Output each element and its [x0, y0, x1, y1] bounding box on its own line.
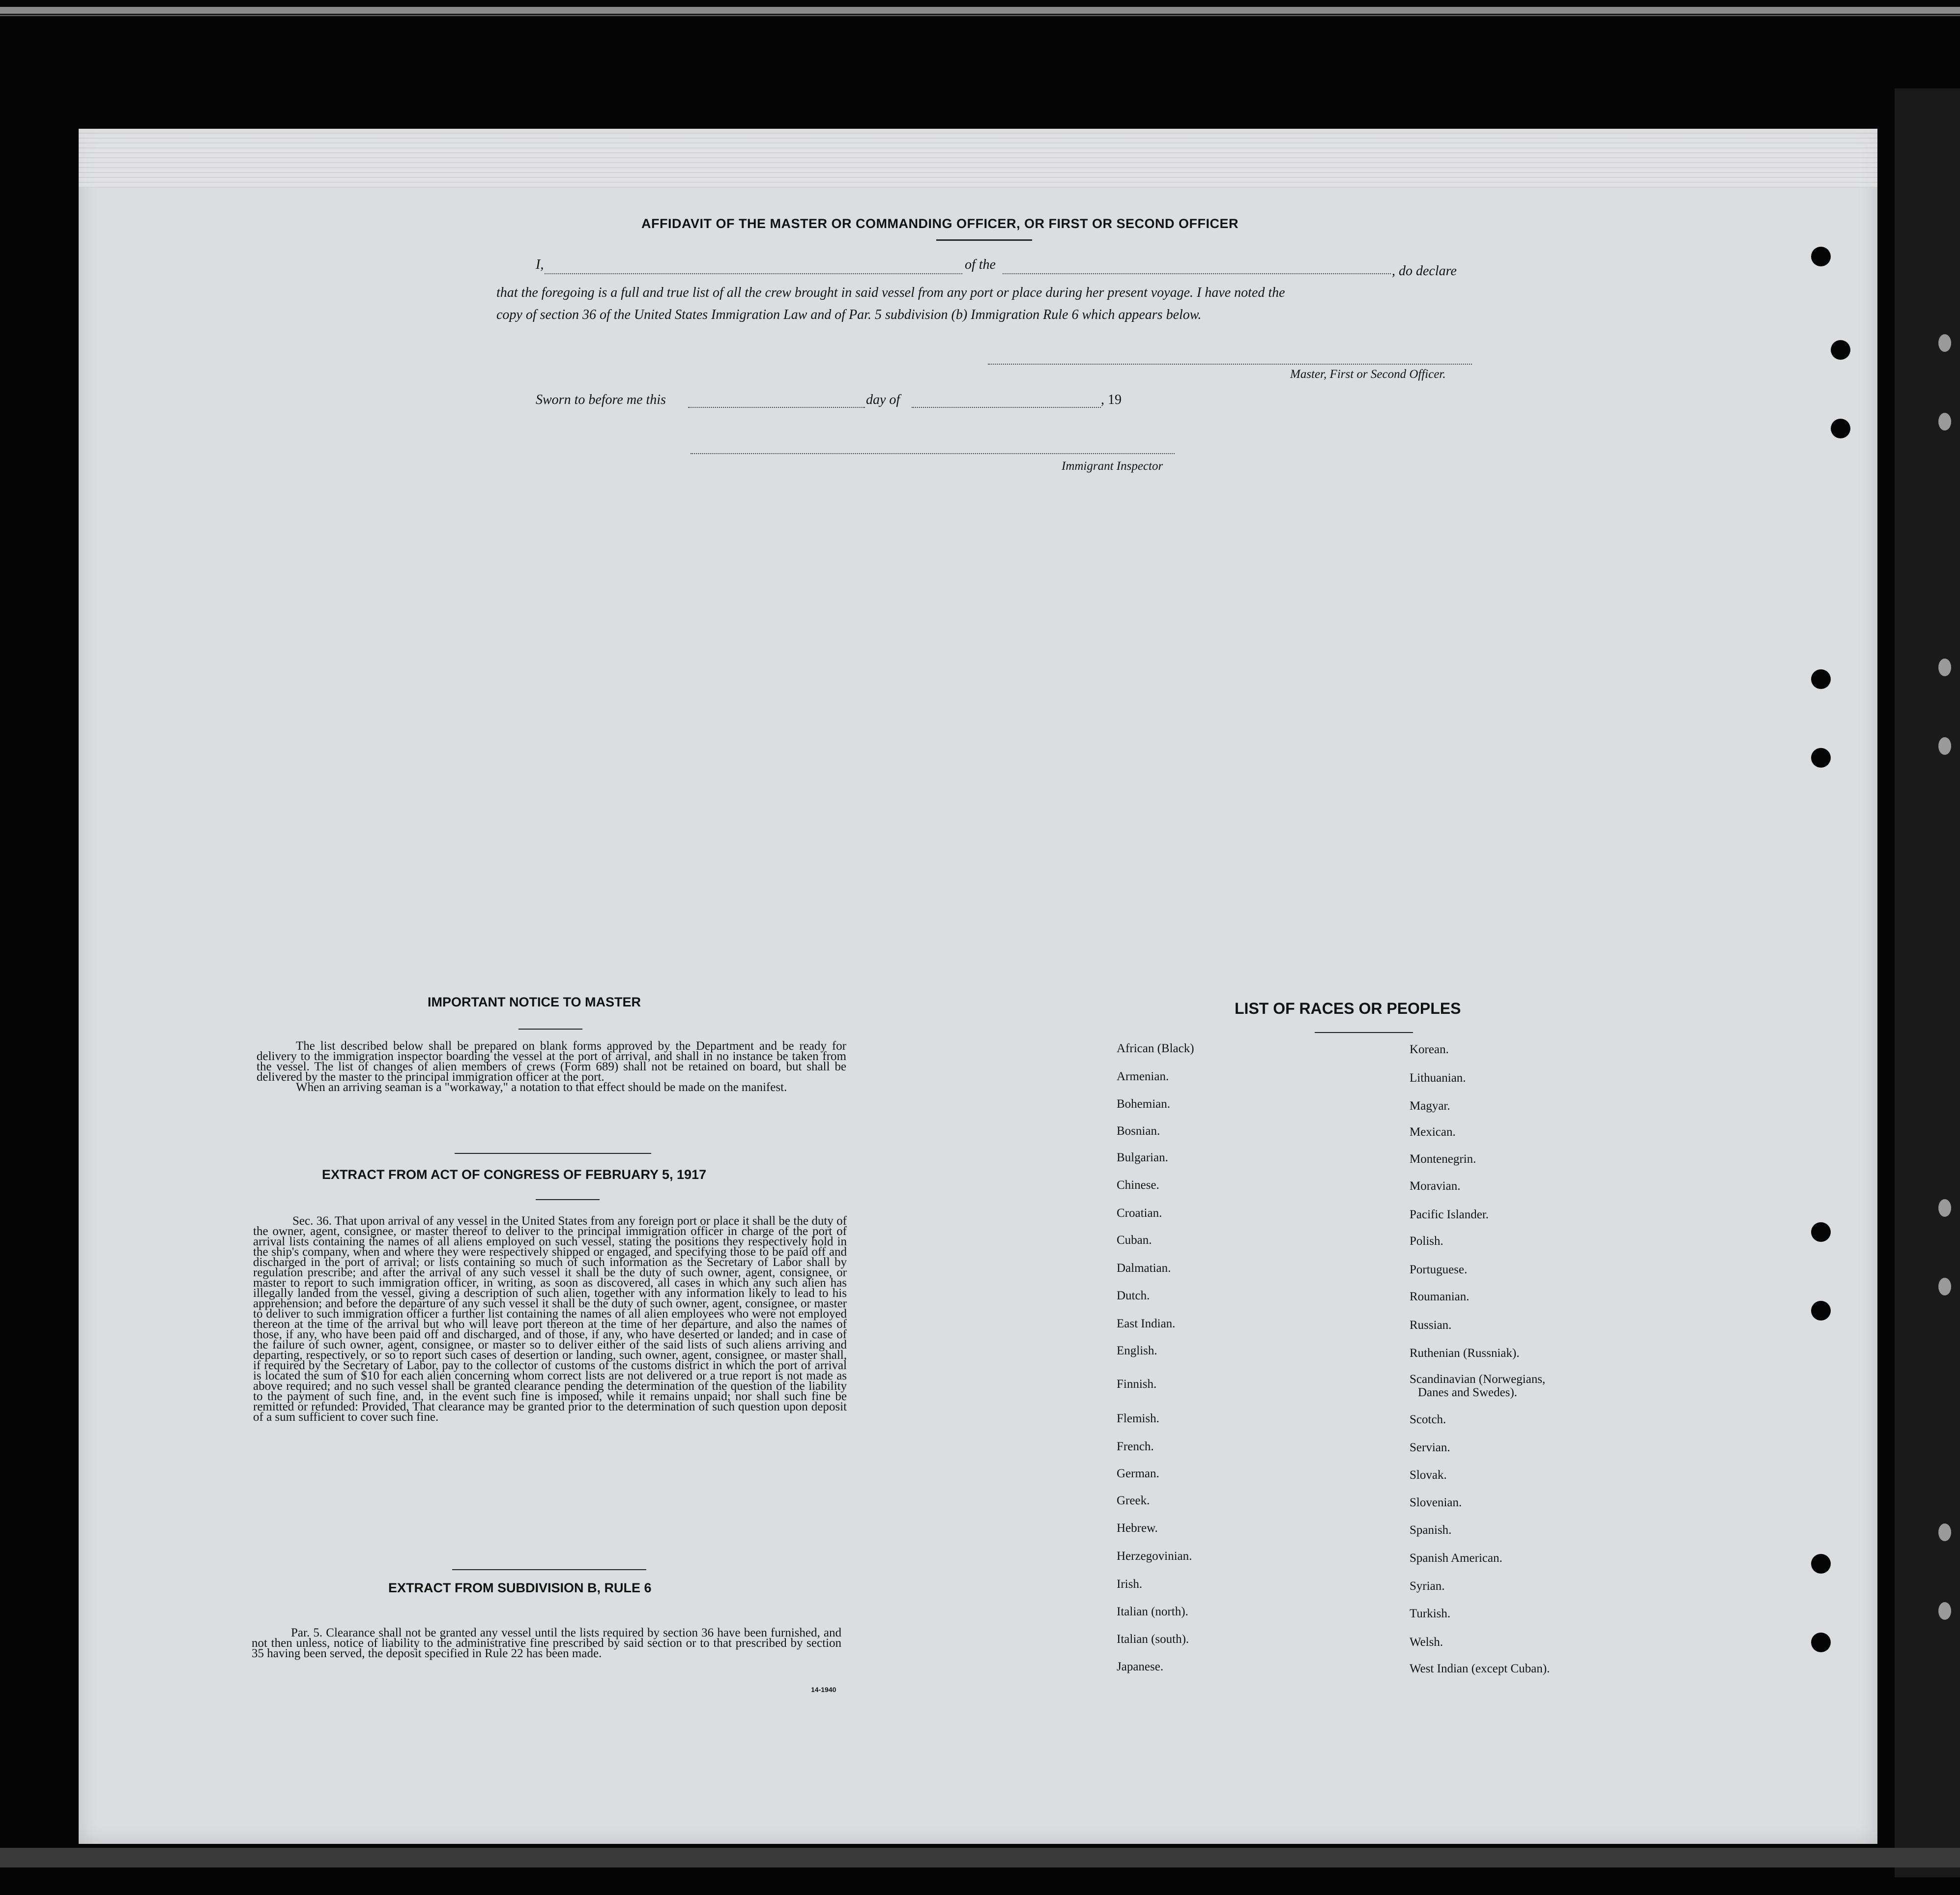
extract-act-title: EXTRACT FROM ACT OF CONGRESS OF FEBRUARY 5, 1917 — [322, 1167, 707, 1182]
affidavit-line1-end: , do declare — [1392, 263, 1457, 279]
notice-underline — [519, 1029, 582, 1030]
notice-title: IMPORTANT NOTICE TO MASTER — [428, 995, 641, 1009]
race-item: English. — [1117, 1344, 1157, 1357]
race-item: Japanese. — [1117, 1660, 1164, 1673]
race-item: Greek. — [1117, 1494, 1150, 1507]
race-item: Herzegovinian. — [1117, 1550, 1192, 1563]
race-item: Mexican. — [1410, 1125, 1456, 1139]
race-item: East Indian. — [1117, 1317, 1176, 1330]
film-perforation — [1938, 1199, 1951, 1217]
signature-label: Master, First or Second Officer. — [1290, 368, 1446, 381]
extract-act-underline — [536, 1199, 600, 1200]
month-blank — [912, 407, 1101, 408]
race-item: Montenegrin. — [1410, 1152, 1476, 1166]
race-item: Portuguese. — [1410, 1263, 1468, 1276]
race-item: Chinese. — [1117, 1178, 1159, 1192]
race-item: Moravian. — [1410, 1179, 1461, 1193]
race-item: Bohemian. — [1117, 1097, 1171, 1111]
punch-hole — [1831, 419, 1850, 438]
extract-act-text: Sec. 36. That upon arrival of any vessel in the United States from any foreign port or place it shall be the duty of the owner, agent, consignee, or master thereof to deliver to the principal immigration officer in charge of the port of arrival lists containing the names of all aliens employed on such vessel, stating the positions they respectively hold in the ship's company, when and where they were respectively shipped or engaged, and specifying those to be paid off and discharged in the port of arrival; or lists containing so much of such information as the Secretary of Labor shall by regulation prescribe; and after the arrival of any such vessel it shall be the duty of such owner, agent, consignee, or master to report to such immigration officer, in writing, as soon as discovered, all cases in which any such alien has illegally landed from the vessel, giving a description of such alien, together with any information likely to lead to his apprehension; and before the departure of any such vessel it shall be the duty of such owner, agent, consignee, or master to deliver to such immigration officer a further list containing the names of all alien employees who were not employed thereon at the time of the arrival but who will leave port thereon at the time of her departure, and also the names of those, if any, who have been paid off and discharged, and of those, if any, who have deserted or landed; and in case of the failure of such owner, agent, consignee, or master so to deliver either of the said lists of such aliens arriving and departing, respectively, or so to report such cases of desertion or landing, such owner, agent, consignee, or master shall, if required by the Secretary of Labor, pay to the collector of customs of the customs district in which the port of arrival is located the sum of $10 for each alien concerning whom correct lists are not delivered or a true report is not made as above required; and no such vessel shall be granted clearance pending the determination of the question of the liability to the payment of such fine, and, in the event such fine is imposed, while it remains unpaid; nor shall such fine be remitted or refunded: Provided, That clearance may be granted prior to the determination of such question upon deposit of a sum sufficient to cover such fine. — [253, 1214, 847, 1424]
name-blank — [545, 273, 962, 274]
affidavit-line1-mid: of the — [965, 257, 996, 272]
race-item: Slovak. — [1410, 1468, 1447, 1482]
notice-body — [257, 1041, 846, 1092]
race-item: Scotch. — [1410, 1413, 1446, 1426]
film-perforation — [1938, 413, 1951, 431]
race-item: Armenian. — [1117, 1070, 1169, 1083]
affidavit-title: AFFIDAVIT OF THE MASTER OR COMMANDING OFFICER, OR FIRST OR SECOND OFFICER — [641, 216, 1239, 231]
film-perforation — [1938, 1602, 1951, 1620]
day-blank — [688, 407, 865, 408]
notice-paragraph-2: When an arriving seaman is a "workaway," a notation to that effect should be made on the manifest. — [296, 1081, 787, 1094]
race-item: West Indian (except Cuban). — [1410, 1662, 1550, 1675]
sworn-mid: day of — [866, 392, 900, 407]
race-item: Croatian. — [1117, 1206, 1162, 1220]
race-item: Magyar. — [1410, 1099, 1450, 1113]
document-page — [79, 129, 1877, 1844]
race-item: Servian. — [1410, 1441, 1450, 1454]
notice-paragraph-1: The list described below shall be prepared on blank forms approved by the Department and be ready for delivery to the immigration inspector boarding the vessel at the port of arrival, and shall in no instance be taken from the vessel. The list of changes of alien members of crews (Form 689) shall not be retained on board, but shall be delivered by the master to the principal immigration officer at the port. — [257, 1039, 846, 1084]
section-divider — [452, 1569, 646, 1570]
race-item: Danes and Swedes). — [1418, 1386, 1518, 1399]
film-edge-top — [0, 7, 1960, 14]
sworn-start: Sworn to before me this — [536, 392, 666, 407]
affidavit-line3: copy of section 36 of the United States Immigration Law and of Par. 5 subdivision (b) Immigration Rule 6 which appears below. — [496, 307, 1202, 322]
sworn-end: , 19 — [1101, 392, 1122, 407]
race-item: Dutch. — [1117, 1289, 1150, 1302]
affidavit-line2: that the foregoing is a full and true list of all the crew brought in said vessel from any port or place during her present voyage. I have noted the — [496, 285, 1285, 300]
race-item: Hebrew. — [1117, 1522, 1158, 1535]
races-title: LIST OF RACES OR PEOPLES — [1235, 1000, 1461, 1017]
race-item: Slovenian. — [1410, 1496, 1462, 1509]
race-item: Dalmatian. — [1117, 1262, 1171, 1275]
race-item: Polish. — [1410, 1235, 1443, 1248]
race-item: Spanish. — [1410, 1523, 1452, 1537]
race-item: French. — [1117, 1440, 1154, 1453]
inspector-signature-blank — [691, 453, 1175, 454]
race-item: Pacific Islander. — [1410, 1208, 1489, 1221]
race-item: African (Black) — [1117, 1042, 1194, 1055]
punch-hole — [1811, 1222, 1831, 1242]
race-item: Scandinavian (Norwegians, — [1410, 1373, 1546, 1386]
section-divider — [455, 1153, 651, 1154]
punch-hole — [1811, 1301, 1831, 1321]
races-underline — [1315, 1032, 1413, 1033]
race-item: Spanish American. — [1410, 1551, 1502, 1565]
film-perforation — [1938, 334, 1951, 352]
punch-hole — [1811, 247, 1831, 266]
film-perforation — [1938, 1523, 1951, 1541]
race-item: Bosnian. — [1117, 1124, 1160, 1138]
race-item: Finnish. — [1117, 1378, 1157, 1391]
race-item: Bulgarian. — [1117, 1151, 1168, 1164]
extract-rule-text: Par. 5. Clearance shall not be granted any vessel until the lists required by section 36 have been furnished, and not then unless, notice of liability to the administrative fine prescribed by said section or to that prescribed by section 35 having been served, the deposit specified in Rule 22 has been made. — [252, 1626, 841, 1660]
signature-blank — [988, 364, 1472, 365]
extract-rule-body — [252, 1628, 841, 1659]
title-underline — [936, 239, 1032, 241]
affidavit-line1-start: I, — [536, 257, 544, 272]
film-perforation — [1938, 659, 1951, 676]
punch-hole — [1811, 1554, 1831, 1574]
race-item: Welsh. — [1410, 1636, 1443, 1649]
film-perforation — [1938, 737, 1951, 755]
race-item: Italian (south). — [1117, 1633, 1189, 1646]
form-number: 14-1940 — [811, 1686, 836, 1694]
race-item: Turkish. — [1410, 1607, 1451, 1620]
film-edge-top-line — [0, 15, 1960, 16]
race-item: Korean. — [1410, 1043, 1449, 1056]
race-item: German. — [1117, 1467, 1159, 1480]
inspector-label: Immigrant Inspector — [1062, 459, 1163, 473]
film-perforation — [1938, 1278, 1951, 1295]
race-item: Lithuanian. — [1410, 1071, 1466, 1085]
extract-act-body — [253, 1216, 847, 1422]
punch-hole — [1811, 1633, 1831, 1652]
race-item: Italian (north). — [1117, 1605, 1188, 1618]
race-item: Russian. — [1410, 1319, 1452, 1332]
race-item: Syrian. — [1410, 1579, 1445, 1593]
extract-rule-title: EXTRACT FROM SUBDIVISION B, RULE 6 — [388, 1580, 652, 1595]
race-item: Cuban. — [1117, 1234, 1152, 1247]
race-item: Flemish. — [1117, 1412, 1159, 1425]
film-edge-bottom — [0, 1848, 1960, 1867]
race-item: Ruthenian (Russniak). — [1410, 1347, 1520, 1360]
vessel-blank — [1003, 273, 1391, 274]
race-item: Roumanian. — [1410, 1290, 1470, 1303]
punch-hole — [1811, 748, 1831, 768]
punch-hole — [1811, 669, 1831, 689]
race-item: Irish. — [1117, 1578, 1143, 1591]
punch-hole — [1831, 340, 1850, 360]
